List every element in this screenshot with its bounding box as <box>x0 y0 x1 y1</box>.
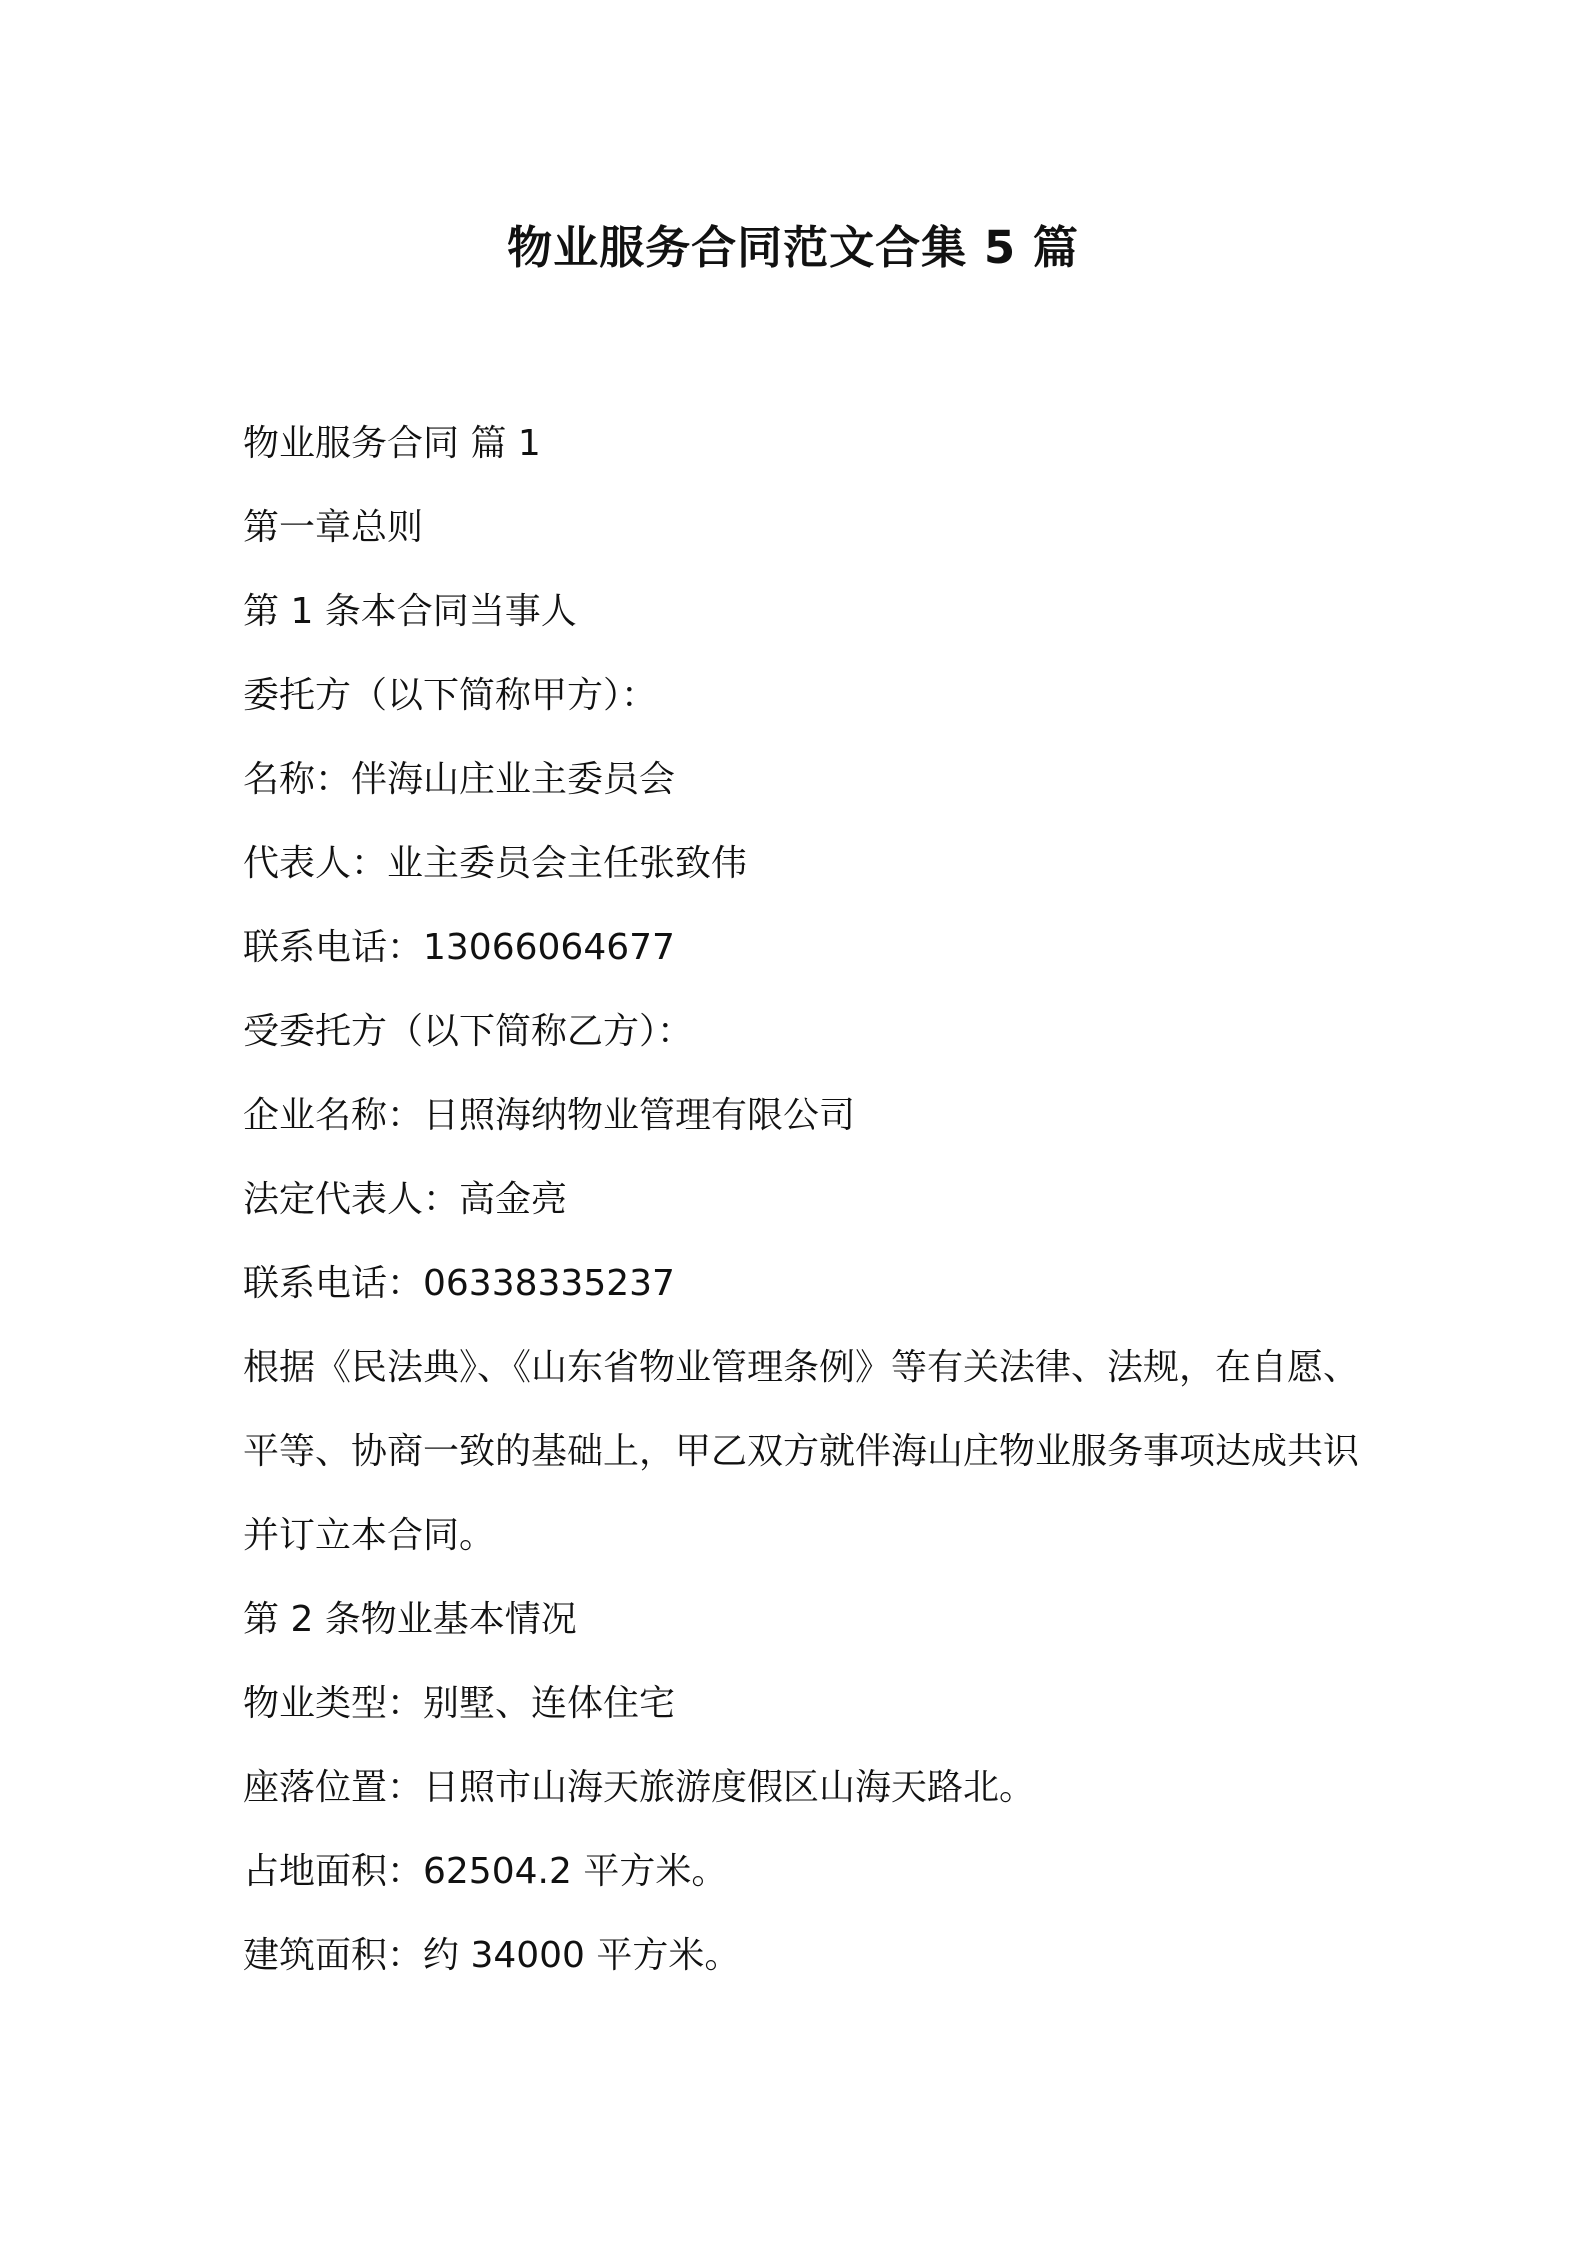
party-a-representative: 代表人：业主委员会主任张致伟 <box>243 843 748 884</box>
building-area: 建筑面积：约 34000 平方米。 <box>243 1935 741 1976</box>
party-a-phone: 联系电话：13066064677 <box>243 927 675 968</box>
land-area: 占地面积：62504.2 平方米。 <box>243 1851 728 1892</box>
party-b-phone: 联系电话：06338335237 <box>243 1263 675 1304</box>
document-title: 物业服务合同范文合集 5 篇 <box>507 221 1079 274</box>
party-a-name: 名称：伴海山庄业主委员会 <box>243 759 676 800</box>
party-b-name: 企业名称：日照海纳物业管理有限公司 <box>243 1095 856 1136</box>
party-a-intro: 委托方（以下简称甲方）： <box>243 675 658 716</box>
party-b-representative: 法定代表人：高金亮 <box>243 1179 568 1220</box>
article-1-heading: 第 1 条本合同当事人 <box>243 591 577 632</box>
party-b-intro: 受委托方（以下简称乙方）： <box>243 1011 694 1052</box>
property-type: 物业类型：别墅、连体住宅 <box>243 1683 676 1724</box>
basis-paragraph: 根据《民法典》、《山东省物业管理条例》等有关法律、法规，在自愿、平等、协商一致的基础上，甲乙双方就伴海山庄物业服务事项达成共识并订立本合同。 <box>243 1347 1360 1556</box>
article-2-heading: 第 2 条物业基本情况 <box>243 1599 577 1640</box>
property-location: 座落位置：日照市山海天旅游度假区山海天路北。 <box>243 1767 1036 1808</box>
section-heading: 物业服务合同 篇 1 <box>243 423 541 464</box>
chapter-heading: 第一章总则 <box>243 507 424 548</box>
document-body <box>243 402 1363 1998</box>
